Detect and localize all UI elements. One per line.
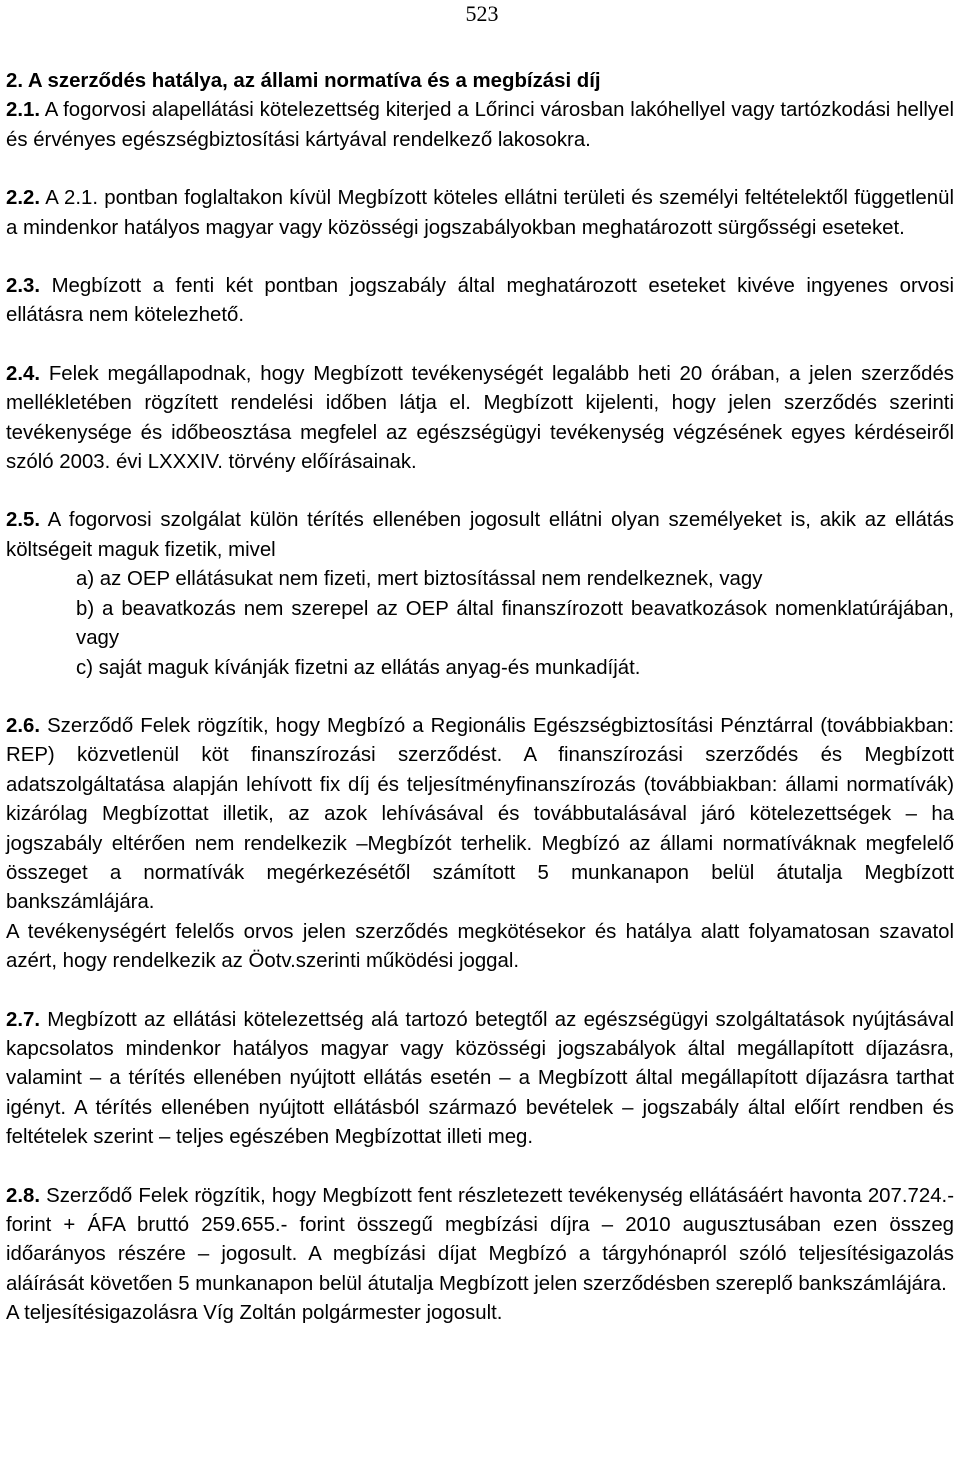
list-item-c: c) saját maguk kívánják fizetni az ellátás anyag-és munkadíját. <box>76 656 641 679</box>
list-item-a: a) az OEP ellátásukat nem fizeti, mert biztosítással nem rendelkeznek, vagy <box>76 568 763 591</box>
section-heading: 2. A szerződés hatálya, az állami normatíva és a megbízási díj <box>6 70 601 92</box>
paragraph-text: A fogorvosi szolgálat külön térítés ellenében jogosult ellátni olyan személyeket is, akik az ellátás költségeit maguk fizetik, mivel <box>6 509 954 561</box>
paragraph-2-6-continuation: A tevékenységért felelős orvos jelen szerződés megkötésekor és hatálya alatt folyamatosan szavatol azért, hogy rendelkezik az Öotv.szerinti működési joggal. <box>6 920 954 973</box>
paragraph-2-4 <box>6 360 954 478</box>
document-body <box>6 67 954 1329</box>
paragraph-number: 2.7. <box>6 1008 41 1031</box>
paragraph-text: Szerződő Felek rögzítik, hogy Megbízott fent részletezett tevékenység ellátásáért havonta 207.724.- forint + ÁFA bruttó 259.655.- forint összegű megbízási díjra – 2010 augusztusában ezen összeg időarányos részére – jogosult. A megbízási díjat Megbízó a tárgyhónapról szóló teljesítésigazolás aláírását követően 5 munkanapon belül átutalja Megbízott jelen szerződésben szereplő bankszámlájára. <box>6 1184 954 1295</box>
paragraph-2-8-continuation: A teljesítésigazolásra Víg Zoltán polgármester jogosult. <box>6 1302 503 1325</box>
paragraph-2-1 <box>6 96 954 155</box>
paragraph-text: Megbízott az ellátási kötelezettség alá tartozó betegtől az egészségügyi szolgáltatások nyújtásával kapcsolatos mindenkor hatályos magyar vagy közösségi jogszabályok által megállapított díjazásra, valamint – a térítés ellenében nyújtott ellátás esetén – a Megbízott által megállapított díjazásra tarthat igényt. A térítés ellenében nyújtott ellátásból származó bevételek – jogszabály által előírt rendben és feltételek szerint – teljes egészében Megbízottat illeti meg. <box>6 1008 954 1149</box>
paragraph-text: Felek megállapodnak, hogy Megbízott tevékenységét legalább heti 20 órában, a jelen szerződés mellékletében rögzített rendelési időben látja el. Megbízott kijelenti, hogy jelen szerződés szerinti tevékenysége és időbeosztása megfelel az egészségügyi tevékenység végzésének egyes kérdéseiről szóló 2003. évi LXXXIV. törvény előírásainak. <box>6 362 954 474</box>
list-item-b: b) a beavatkozás nem szerepel az OEP által finanszírozott beavatkozások nomenklatúrájában, vagy <box>76 597 954 650</box>
paragraph-number: 2.2. <box>6 187 41 210</box>
paragraph-text: A fogorvosi alapellátási kötelezettség kiterjed a Lőrinci városban lakóhellyel vagy tartózkodási hellyel és érvényes egészségbiztosítási kártyával rendelkező lakosokra. <box>6 99 954 151</box>
paragraph-text: Megbízott a fenti két pontban jogszabály által meghatározott eseteket kivéve ingyenes orvosi ellátásra nem kötelezhető. <box>6 275 954 327</box>
paragraph-number: 2.1. <box>6 99 41 122</box>
paragraph-2-6 <box>6 712 954 918</box>
page-number: 523 <box>465 1 499 26</box>
paragraph-number: 2.3. <box>6 275 41 298</box>
paragraph-text: Szerződő Felek rögzítik, hogy Megbízó a Regionális Egészségbiztosítási Pénztárral (továbbiakban: REP) közvetlenül köt finanszírozási szerződést. A finanszírozási szerződés és Megbízott adatszolgáltatása alapján lehívott fix díj és teljesítményfinanszírozás (továbbiakban: állami normatívák) kizárólag Megbízottat illetik, az azok lehívásával és továbbutalásával járó kötelezettségek – ha jogszabály eltérően nem rendelkezik –Megbízót terhelik. Megbízó az állami normatíváknak megfelelő összeget a normatívák megérkezésétől számított 5 munkanapon belül átutalja Megbízott bankszámlájára. <box>6 714 954 914</box>
paragraph-number: 2.8. <box>6 1184 41 1207</box>
paragraph-2-5 <box>6 506 954 565</box>
paragraph-number: 2.4. <box>6 362 41 385</box>
paragraph-2-2 <box>6 184 954 243</box>
paragraph-2-7 <box>6 1006 954 1153</box>
paragraph-2-8 <box>6 1182 954 1300</box>
paragraph-2-3 <box>6 272 954 331</box>
paragraph-number: 2.6. <box>6 714 41 737</box>
paragraph-number: 2.5. <box>6 509 41 532</box>
paragraph-text: A 2.1. pontban foglaltakon kívül Megbízott köteles ellátni területi és személyi feltételektől függetlenül a mindenkor hatályos magyar vagy közösségi jogszabályokban meghatározott sürgősségi eseteket. <box>6 187 954 239</box>
